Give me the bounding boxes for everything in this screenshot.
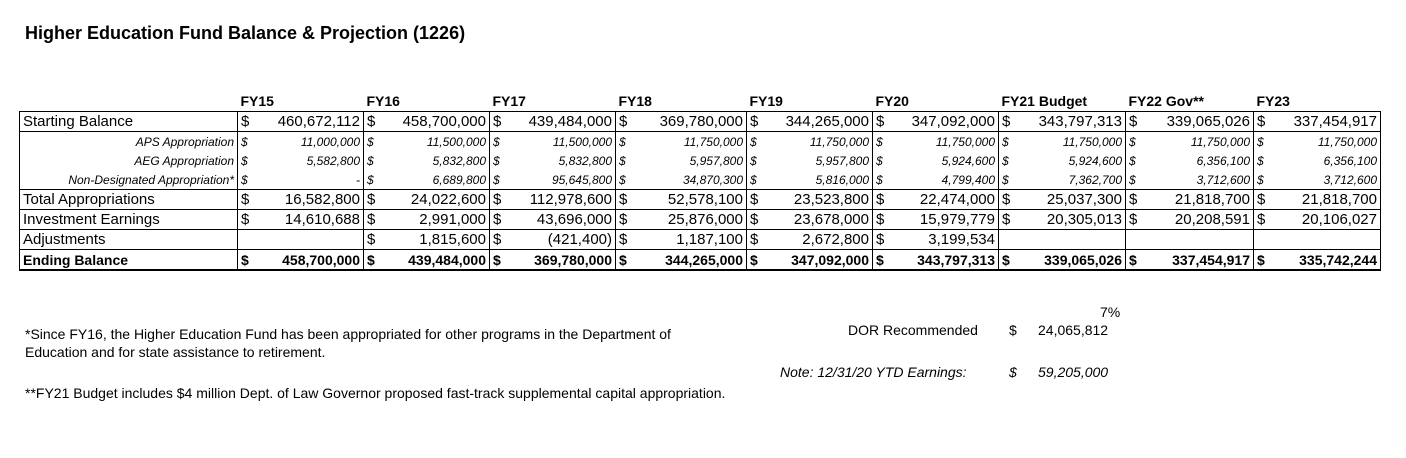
value-cell bbox=[747, 210, 873, 230]
currency-sign: $ bbox=[619, 134, 626, 149]
cell-value: 337,454,917 bbox=[1172, 251, 1250, 268]
currency-sign: $ bbox=[619, 230, 628, 248]
value-cell bbox=[490, 190, 616, 210]
currency-sign: $ bbox=[367, 251, 375, 268]
currency-sign: $ bbox=[619, 153, 626, 168]
currency-sign: $ bbox=[750, 251, 758, 268]
cell-value: 11,000,000 bbox=[300, 134, 360, 149]
currency-sign: $ bbox=[750, 210, 759, 228]
cell-value: 5,924,600 bbox=[1068, 153, 1122, 168]
cell-value: 339,065,026 bbox=[1166, 112, 1250, 130]
table-row bbox=[20, 112, 1381, 132]
value-cell bbox=[747, 250, 873, 271]
value-cell bbox=[1126, 210, 1254, 230]
table-row bbox=[20, 132, 1381, 152]
value-cell bbox=[364, 190, 490, 210]
cell-value: 23,523,800 bbox=[793, 190, 869, 208]
row-label: Ending Balance bbox=[20, 250, 238, 271]
currency-sign: $ bbox=[1129, 153, 1136, 168]
value-cell bbox=[1254, 170, 1381, 190]
currency-sign: $ bbox=[876, 251, 884, 268]
currency-sign: $ bbox=[876, 190, 885, 208]
footnote-appropriation: *Since FY16, the Higher Education Fund has been appropriated for other programs in the Department of Education and for state assistance to retirement. bbox=[25, 326, 671, 360]
value-cell bbox=[1126, 230, 1254, 250]
cell-value: 14,610,688 bbox=[284, 210, 360, 228]
value-cell bbox=[1126, 112, 1254, 132]
value-cell bbox=[364, 230, 490, 250]
cell-value: 439,484,000 bbox=[408, 251, 486, 268]
cell-value: 343,797,313 bbox=[917, 251, 995, 268]
column-header: FY18 bbox=[618, 93, 652, 109]
value-cell bbox=[747, 230, 873, 250]
cell-value: 7,362,700 bbox=[1068, 172, 1122, 187]
currency-sign: $ bbox=[1257, 112, 1266, 130]
value-cell bbox=[1254, 190, 1381, 210]
currency-sign: $ bbox=[1002, 112, 1011, 130]
table-row bbox=[20, 230, 1381, 250]
fund-table bbox=[19, 91, 1381, 271]
currency-sign: $ bbox=[367, 190, 376, 208]
currency-sign: $ bbox=[367, 230, 376, 248]
currency-sign: $ bbox=[1129, 112, 1138, 130]
value-cell bbox=[873, 132, 999, 152]
cell-value: 11,500,000 bbox=[426, 134, 486, 149]
value-cell bbox=[1254, 151, 1381, 170]
footnote-fy21-budget: **FY21 Budget includes $4 million Dept. of Law Governor proposed fast-track supplemental capital appropriation. bbox=[25, 385, 726, 401]
currency-sign: $ bbox=[493, 210, 502, 228]
cell-value: 11,750,000 bbox=[683, 134, 743, 149]
currency-sign: $ bbox=[619, 112, 628, 130]
table-row bbox=[20, 170, 1381, 190]
cell-value: 369,780,000 bbox=[659, 112, 743, 130]
cell-value: 43,696,000 bbox=[536, 210, 612, 228]
cell-value: (421,400) bbox=[547, 230, 612, 248]
currency-sign: $ bbox=[241, 210, 250, 228]
currency-sign: $ bbox=[750, 134, 757, 149]
currency-sign: $ bbox=[619, 190, 628, 208]
currency-sign: $ bbox=[1257, 251, 1265, 268]
cell-value: 95,645,800 bbox=[551, 172, 612, 187]
dor-recommended-label: DOR Recommended bbox=[848, 322, 978, 338]
percent-label: 7% bbox=[1100, 304, 1121, 320]
cell-value: 11,750,000 bbox=[809, 134, 869, 149]
cell-value: 20,106,027 bbox=[1301, 210, 1377, 228]
currency-sign: $ bbox=[1129, 210, 1138, 228]
table-row bbox=[20, 210, 1381, 230]
cell-value: 337,454,917 bbox=[1293, 112, 1377, 130]
currency-sign: $ bbox=[1002, 251, 1010, 268]
cell-value: 34,870,300 bbox=[682, 172, 743, 187]
cell-value: 339,065,026 bbox=[1044, 251, 1122, 268]
value-cell bbox=[1126, 151, 1254, 170]
value-cell bbox=[616, 170, 747, 190]
value-cell bbox=[873, 190, 999, 210]
currency-sign: $ bbox=[493, 153, 500, 168]
value-cell bbox=[238, 132, 364, 152]
currency-sign: $ bbox=[619, 251, 627, 268]
cell-value: 21,818,700 bbox=[1301, 190, 1377, 208]
cell-value: 22,474,000 bbox=[919, 190, 995, 208]
currency-sign: $ bbox=[750, 190, 759, 208]
column-header: FY22 Gov** bbox=[1128, 93, 1204, 109]
cell-value: 6,356,100 bbox=[1196, 153, 1250, 168]
row-label: APS Appropriation bbox=[20, 132, 238, 152]
value-cell bbox=[999, 230, 1126, 250]
row-label: Total Appropriations bbox=[20, 190, 238, 210]
value-cell bbox=[238, 112, 364, 132]
currency-sign: $ bbox=[1257, 210, 1266, 228]
value-cell bbox=[873, 210, 999, 230]
value-cell bbox=[364, 151, 490, 170]
cell-value: 5,924,600 bbox=[941, 153, 995, 168]
currency-sign: $ bbox=[241, 134, 248, 149]
value-cell bbox=[490, 112, 616, 132]
column-header: FY16 bbox=[366, 93, 400, 109]
value-cell bbox=[1126, 132, 1254, 152]
currency-sign: $ bbox=[1129, 190, 1138, 208]
value-cell bbox=[238, 210, 364, 230]
currency-sign: $ bbox=[241, 251, 249, 268]
cell-value: 15,979,779 bbox=[919, 210, 995, 228]
cell-value: 2,672,800 bbox=[802, 230, 869, 248]
currency-sign: $ bbox=[367, 134, 374, 149]
value-cell bbox=[238, 230, 364, 250]
column-header: FY19 bbox=[749, 93, 783, 109]
value-cell bbox=[490, 250, 616, 271]
value-cell bbox=[873, 230, 999, 250]
currency-sign: $ bbox=[876, 153, 883, 168]
value-cell bbox=[747, 170, 873, 190]
column-header: FY15 bbox=[240, 93, 274, 109]
value-cell bbox=[364, 170, 490, 190]
value-cell bbox=[747, 132, 873, 152]
value-cell bbox=[616, 112, 747, 132]
header-row bbox=[20, 91, 1381, 112]
value-cell bbox=[1254, 230, 1381, 250]
currency-sign: $ bbox=[367, 172, 374, 187]
currency-sign: $ bbox=[876, 134, 883, 149]
value-cell bbox=[616, 230, 747, 250]
value-cell bbox=[1126, 250, 1254, 271]
value-cell bbox=[999, 112, 1126, 132]
cell-value: 5,957,800 bbox=[689, 153, 743, 168]
table-row bbox=[20, 250, 1381, 271]
dor-recommended-value: 24,065,812 bbox=[1038, 322, 1109, 338]
value-cell bbox=[238, 151, 364, 170]
currency-sign: $ bbox=[1129, 134, 1136, 149]
currency-sign: $ bbox=[876, 172, 883, 187]
currency-sign: $ bbox=[1002, 172, 1009, 187]
column-header: FY21 Budget bbox=[1001, 93, 1088, 109]
value-cell bbox=[999, 151, 1126, 170]
currency-sign: $ bbox=[241, 172, 248, 187]
cell-value: 344,265,000 bbox=[665, 251, 743, 268]
row-label: Adjustments bbox=[20, 230, 238, 250]
cell-value: 25,037,300 bbox=[1046, 190, 1122, 208]
cell-value: 5,582,800 bbox=[306, 153, 360, 168]
cell-value: 439,484,000 bbox=[528, 112, 612, 130]
currency-sign: $ bbox=[493, 230, 502, 248]
currency-sign: $ bbox=[493, 112, 502, 130]
cell-value: 11,750,000 bbox=[935, 134, 995, 149]
cell-value: 1,187,100 bbox=[676, 230, 743, 248]
currency-sign: $ bbox=[241, 153, 248, 168]
value-cell bbox=[873, 151, 999, 170]
cell-value: 25,876,000 bbox=[667, 210, 743, 228]
cell-value: 11,750,000 bbox=[1190, 134, 1250, 149]
value-cell bbox=[999, 210, 1126, 230]
currency-sign: $ bbox=[1129, 251, 1137, 268]
cell-value: 5,832,800 bbox=[432, 153, 486, 168]
value-cell bbox=[364, 210, 490, 230]
cell-value: 335,742,244 bbox=[1299, 251, 1377, 268]
value-cell bbox=[238, 250, 364, 271]
value-cell bbox=[238, 190, 364, 210]
value-cell bbox=[616, 190, 747, 210]
currency-sign: $ bbox=[619, 172, 626, 187]
cell-value: 11,750,000 bbox=[1062, 134, 1122, 149]
header-blank bbox=[20, 91, 238, 112]
value-cell bbox=[490, 132, 616, 152]
value-cell bbox=[1254, 250, 1381, 271]
cell-value: 11,750,000 bbox=[1317, 134, 1377, 149]
value-cell bbox=[747, 190, 873, 210]
value-cell bbox=[490, 170, 616, 190]
cell-value: 458,700,000 bbox=[402, 112, 486, 130]
currency-sign: $ bbox=[750, 112, 759, 130]
currency-sign: $ bbox=[1002, 190, 1011, 208]
currency-sign: $ bbox=[876, 112, 885, 130]
cell-value: 347,092,000 bbox=[791, 251, 869, 268]
dor-currency: $ bbox=[1009, 322, 1017, 338]
cell-value: - bbox=[356, 172, 360, 187]
value-cell bbox=[1254, 112, 1381, 132]
value-cell bbox=[999, 190, 1126, 210]
cell-value: 460,672,112 bbox=[277, 112, 360, 130]
column-header: FY20 bbox=[875, 93, 909, 109]
value-cell bbox=[616, 250, 747, 271]
currency-sign: $ bbox=[367, 210, 376, 228]
currency-sign: $ bbox=[493, 134, 500, 149]
currency-sign: $ bbox=[619, 210, 628, 228]
currency-sign: $ bbox=[1002, 134, 1009, 149]
cell-value: 5,816,000 bbox=[815, 172, 869, 187]
currency-sign: $ bbox=[1257, 172, 1264, 187]
table-row bbox=[20, 190, 1381, 210]
currency-sign: $ bbox=[493, 172, 500, 187]
cell-value: 24,022,600 bbox=[410, 190, 486, 208]
cell-value: 3,712,600 bbox=[1323, 172, 1377, 187]
cell-value: 21,818,700 bbox=[1174, 190, 1250, 208]
table-row bbox=[20, 151, 1381, 170]
currency-sign: $ bbox=[876, 210, 885, 228]
value-cell bbox=[747, 112, 873, 132]
column-header: FY23 bbox=[1256, 93, 1290, 109]
value-cell bbox=[1254, 210, 1381, 230]
cell-value: 5,957,800 bbox=[815, 153, 869, 168]
cell-value: 16,582,800 bbox=[284, 190, 360, 208]
row-label: Non-Designated Appropriation* bbox=[20, 170, 238, 190]
currency-sign: $ bbox=[1129, 172, 1136, 187]
value-cell bbox=[616, 151, 747, 170]
value-cell bbox=[490, 210, 616, 230]
cell-value: 6,689,800 bbox=[432, 172, 486, 187]
cell-value: 369,780,000 bbox=[534, 251, 612, 268]
cell-value: 5,832,800 bbox=[558, 153, 612, 168]
value-cell bbox=[238, 170, 364, 190]
value-cell bbox=[616, 210, 747, 230]
value-cell bbox=[873, 170, 999, 190]
cell-value: 3,712,600 bbox=[1196, 172, 1250, 187]
cell-value: 458,700,000 bbox=[282, 251, 360, 268]
currency-sign: $ bbox=[493, 251, 501, 268]
cell-value: 1,815,600 bbox=[419, 230, 486, 248]
currency-sign: $ bbox=[750, 172, 757, 187]
page-title: Higher Education Fund Balance & Projection (1226) bbox=[25, 23, 466, 43]
value-cell bbox=[999, 170, 1126, 190]
value-cell bbox=[616, 132, 747, 152]
value-cell bbox=[873, 250, 999, 271]
value-cell bbox=[999, 250, 1126, 271]
value-cell bbox=[999, 132, 1126, 152]
value-cell bbox=[364, 112, 490, 132]
row-label: Starting Balance bbox=[20, 112, 238, 132]
row-label: AEG Appropriation bbox=[20, 151, 238, 170]
value-cell bbox=[1254, 132, 1381, 152]
cell-value: 112,978,600 bbox=[529, 190, 612, 208]
value-cell bbox=[1126, 170, 1254, 190]
cell-value: 3,199,534 bbox=[928, 230, 995, 248]
ytd-earnings-value: 59,205,000 bbox=[1038, 364, 1109, 380]
currency-sign: $ bbox=[750, 230, 759, 248]
cell-value: 344,265,000 bbox=[785, 112, 869, 130]
cell-value: 4,799,400 bbox=[941, 172, 995, 187]
ytd-currency: $ bbox=[1009, 364, 1017, 380]
row-label: Investment Earnings bbox=[20, 210, 238, 230]
currency-sign: $ bbox=[1257, 190, 1266, 208]
value-cell bbox=[873, 112, 999, 132]
value-cell bbox=[1126, 190, 1254, 210]
currency-sign: $ bbox=[367, 112, 376, 130]
cell-value: 23,678,000 bbox=[793, 210, 869, 228]
column-header: FY17 bbox=[492, 93, 526, 109]
currency-sign: $ bbox=[750, 153, 757, 168]
currency-sign: $ bbox=[1257, 153, 1264, 168]
ytd-earnings-label: Note: 12/31/20 YTD Earnings: bbox=[780, 364, 967, 380]
currency-sign: $ bbox=[367, 153, 374, 168]
cell-value: 52,578,100 bbox=[667, 190, 743, 208]
currency-sign: $ bbox=[876, 230, 885, 248]
currency-sign: $ bbox=[493, 190, 502, 208]
currency-sign: $ bbox=[1002, 210, 1011, 228]
currency-sign: $ bbox=[1257, 134, 1264, 149]
currency-sign: $ bbox=[1002, 153, 1009, 168]
value-cell bbox=[364, 250, 490, 271]
value-cell bbox=[490, 230, 616, 250]
cell-value: 2,991,000 bbox=[419, 210, 486, 228]
value-cell bbox=[490, 151, 616, 170]
cell-value: 20,305,013 bbox=[1046, 210, 1122, 228]
cell-value: 20,208,591 bbox=[1174, 210, 1250, 228]
value-cell bbox=[364, 132, 490, 152]
cell-value: 6,356,100 bbox=[1323, 153, 1377, 168]
cell-value: 347,092,000 bbox=[911, 112, 995, 130]
currency-sign: $ bbox=[241, 112, 250, 130]
value-cell bbox=[747, 151, 873, 170]
cell-value: 11,500,000 bbox=[552, 134, 612, 149]
currency-sign: $ bbox=[241, 190, 250, 208]
cell-value: 343,797,313 bbox=[1038, 112, 1122, 130]
